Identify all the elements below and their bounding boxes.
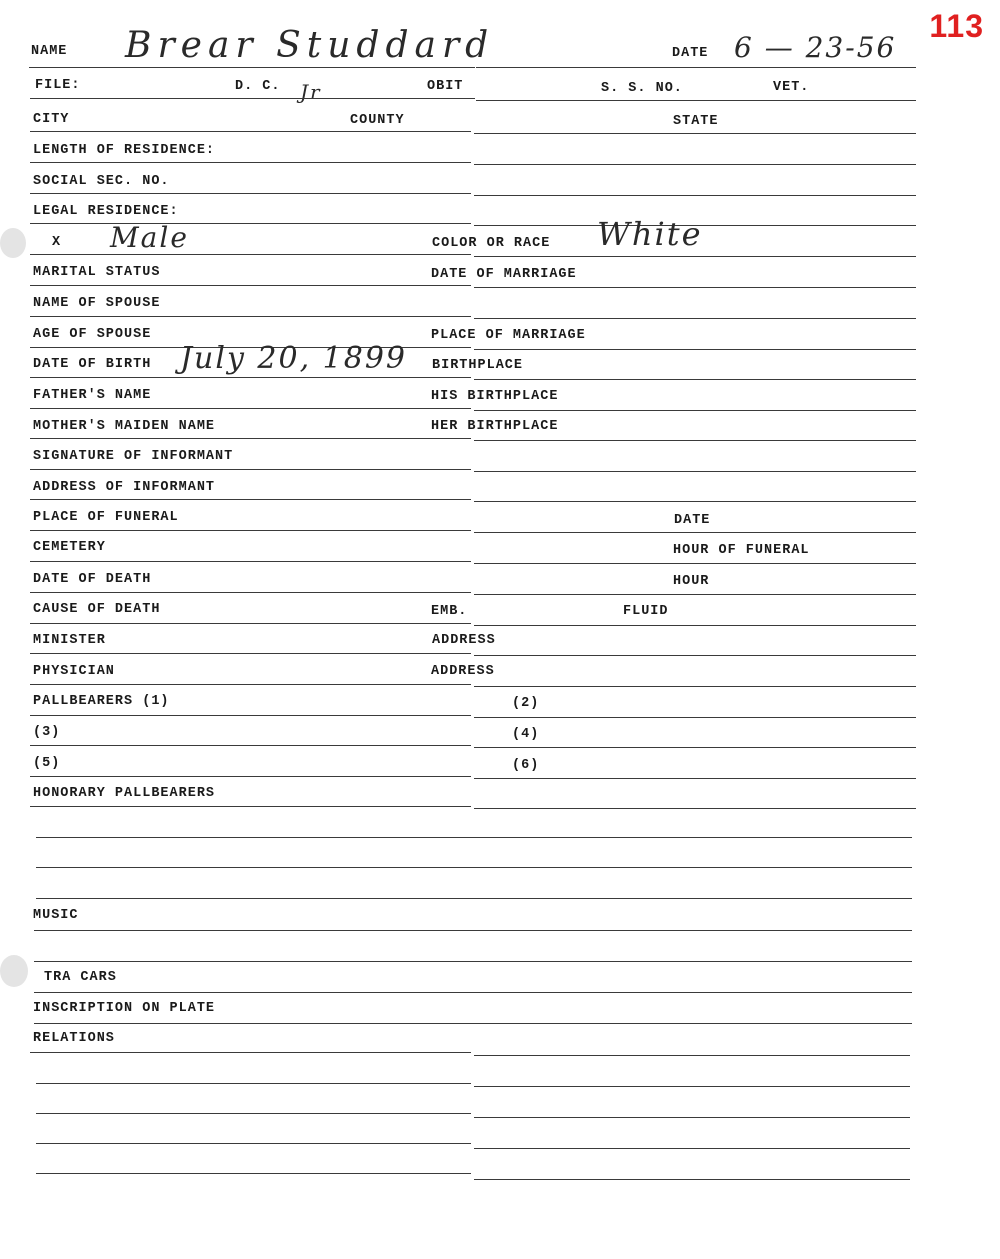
rule — [36, 898, 912, 899]
sex-label: X — [52, 235, 62, 250]
date-of-birth-label: DATE OF BIRTH — [33, 357, 152, 372]
hour-label: HOUR — [673, 574, 710, 589]
cause-of-death-label: CAUSE OF DEATH — [33, 602, 161, 617]
inscription-on-plate-label: INSCRIPTION ON PLATE — [33, 1001, 216, 1016]
social-sec-no-label: SOCIAL SEC. NO. — [33, 174, 170, 189]
physician-address-label: ADDRESS — [431, 664, 495, 679]
rule — [474, 594, 916, 595]
name-value: Brear Studdard — [125, 25, 495, 66]
rule — [30, 592, 471, 593]
rule — [474, 133, 916, 134]
minister-address-label: ADDRESS — [432, 633, 496, 648]
marital-status-label: MARITAL STATUS — [33, 265, 161, 280]
date-of-birth-value: July 20, 1899 — [180, 341, 408, 376]
rule — [30, 623, 471, 624]
rule — [30, 408, 471, 409]
fluid-label: FLUID — [623, 604, 669, 619]
rule — [30, 162, 471, 163]
relations-label: RELATIONS — [33, 1031, 115, 1046]
ss-no-label: S. S. NO. — [601, 81, 683, 96]
rule — [474, 1055, 910, 1056]
rule — [474, 164, 916, 165]
rule — [30, 745, 471, 746]
rule — [474, 778, 916, 779]
dc-value: Jr — [300, 80, 322, 104]
minister-label: MINISTER — [33, 633, 106, 648]
rule — [30, 316, 471, 317]
date-value: 6 — 23-56 — [734, 31, 897, 64]
rule — [474, 625, 916, 626]
rule — [474, 379, 916, 380]
color-or-race-value: White — [597, 215, 703, 253]
rule — [474, 256, 916, 257]
rule — [474, 686, 916, 687]
date-label: DATE — [672, 46, 709, 61]
rule — [30, 684, 471, 685]
rule — [474, 747, 916, 748]
pallbearers-1-label: PALLBEARERS (1) — [33, 694, 170, 709]
rule — [30, 530, 471, 531]
mothers-maiden-name-label: MOTHER'S MAIDEN NAME — [33, 419, 216, 434]
vet-label: VET. — [773, 80, 810, 95]
funeral-date-label: DATE — [674, 513, 711, 528]
address-of-informant-label: ADDRESS OF INFORMANT — [33, 480, 216, 495]
rule — [36, 1173, 471, 1174]
file-label: FILE: — [35, 78, 81, 93]
date-of-marriage-label: DATE OF MARRIAGE — [431, 267, 577, 282]
name-of-spouse-label: NAME OF SPOUSE — [33, 296, 161, 311]
pallbearers-3-label: (3) — [33, 725, 61, 740]
rule — [34, 1023, 912, 1024]
rule — [30, 653, 471, 654]
rule — [474, 532, 916, 533]
rule — [474, 501, 916, 502]
sex-value: Male — [110, 221, 189, 254]
rule — [474, 440, 916, 441]
rule — [30, 806, 471, 807]
rule — [30, 254, 471, 255]
rule — [36, 837, 912, 838]
rule — [474, 808, 916, 809]
rule — [30, 715, 471, 716]
rule — [29, 67, 475, 68]
physician-label: PHYSICIAN — [33, 664, 115, 679]
rule — [30, 438, 471, 439]
rule — [34, 992, 912, 993]
signature-of-informant-label: SIGNATURE OF INFORMANT — [33, 449, 234, 464]
cemetery-label: CEMETERY — [33, 540, 106, 555]
rule — [474, 410, 916, 411]
name-label: NAME — [31, 44, 68, 59]
state-label: STATE — [673, 114, 719, 129]
rule — [36, 1083, 471, 1084]
rule — [36, 867, 912, 868]
rule — [474, 195, 916, 196]
rule — [474, 1086, 910, 1087]
rule — [30, 561, 471, 562]
rule — [30, 1052, 471, 1053]
rule — [474, 287, 916, 288]
rule — [30, 223, 471, 224]
place-of-marriage-label: PLACE OF MARRIAGE — [431, 328, 586, 343]
pallbearers-6-label: (6) — [512, 758, 540, 773]
county-label: COUNTY — [350, 113, 405, 128]
rule — [34, 930, 912, 931]
rule — [476, 100, 916, 101]
rule — [474, 655, 916, 656]
rule — [474, 717, 916, 718]
rule — [474, 1117, 910, 1118]
pallbearers-5-label: (5) — [33, 756, 61, 771]
date-of-death-label: DATE OF DEATH — [33, 572, 152, 587]
rule — [30, 377, 471, 378]
page-number: 113 — [929, 8, 984, 44]
rule — [30, 193, 471, 194]
punch-hole-mark — [0, 955, 28, 987]
emb-label: EMB. — [431, 604, 468, 619]
rule — [36, 1113, 471, 1114]
rule — [34, 961, 912, 962]
pallbearers-4-label: (4) — [512, 727, 540, 742]
rule — [30, 131, 471, 132]
dc-label: D. C. — [235, 79, 281, 94]
hour-of-funeral-label: HOUR OF FUNERAL — [673, 543, 810, 558]
his-birthplace-label: HIS BIRTHPLACE — [431, 389, 559, 404]
rule — [30, 285, 471, 286]
city-label: CITY — [33, 112, 70, 127]
birthplace-label: BIRTHPLACE — [432, 358, 524, 373]
rule — [474, 318, 916, 319]
color-or-race-label: COLOR OR RACE — [432, 236, 551, 251]
rule — [474, 563, 916, 564]
honorary-pallbearers-label: HONORARY PALLBEARERS — [33, 786, 216, 801]
pallbearers-2-label: (2) — [512, 696, 540, 711]
rule — [474, 349, 916, 350]
rule — [474, 1179, 910, 1180]
rule — [474, 1148, 910, 1149]
obit-label: OBIT — [427, 79, 464, 94]
length-of-residence-label: LENGTH OF RESIDENCE: — [33, 143, 216, 158]
rule — [30, 499, 471, 500]
place-of-funeral-label: PLACE OF FUNERAL — [33, 510, 179, 525]
legal-residence-label: LEGAL RESIDENCE: — [33, 204, 179, 219]
rule — [474, 471, 916, 472]
rule — [36, 1143, 471, 1144]
punch-hole-mark — [0, 228, 26, 258]
extra-cars-label: TRA CARS — [44, 970, 117, 985]
rule — [30, 469, 471, 470]
rule — [30, 776, 471, 777]
her-birthplace-label: HER BIRTHPLACE — [431, 419, 559, 434]
rule — [30, 98, 475, 99]
music-label: MUSIC — [33, 908, 79, 923]
rule — [476, 67, 916, 68]
fathers-name-label: FATHER'S NAME — [33, 388, 152, 403]
age-of-spouse-label: AGE OF SPOUSE — [33, 327, 152, 342]
